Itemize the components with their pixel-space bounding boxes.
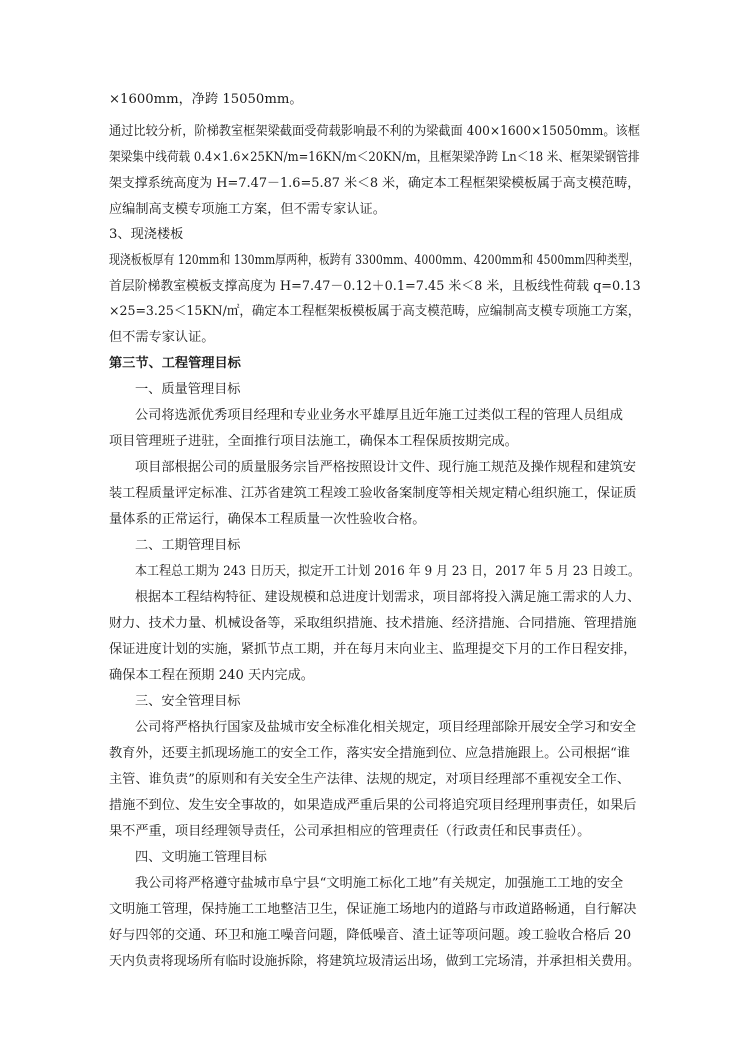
text-line: 公司将严格执行国家及盐城市安全标准化相关规定，项目经理部除开展安全学习和安全 — [135, 720, 637, 735]
text-line: 现浇板板厚有 120mm和 130mm厚两种，板跨有 3300mm、4000mm、4200mm和 4500mm四种类型， — [109, 253, 640, 268]
text-line: 天内负责将现场所有临时设施拆除，将建筑垃圾清运出场，做到工完场清，并承担相关费用。 — [109, 954, 640, 969]
text-line: 果不严重，项目经理领导责任，公司承担相应的管理责任（行政责任和民事责任）。 — [109, 824, 591, 839]
text-line: 通过比较分析，阶梯教室框架梁截面受荷载影响最不利的为梁截面 400×1600×15050mm。该框 — [109, 124, 640, 139]
text-line: 确保本工程在预期 240 天内完成。 — [109, 668, 314, 683]
subheading: 三、安全管理目标 — [135, 694, 241, 709]
text-line: 本工程总工期为 243 日历天，拟定开工计划 2016 年 9 月 23 日，2017 年 5 月 23 日竣工。 — [135, 564, 641, 579]
text-line: 但不需专家认证。 — [109, 330, 215, 345]
text-line: 应编制高支模专项施工方案，但不需专家认证。 — [109, 202, 386, 217]
text-line: 措施不到位、发生安全事故的，如果造成严重后果的公司将追究项目经理刑事责任，如果后 — [109, 798, 637, 813]
text-line: 量体系的正常运行，确保本工程质量一次性验收合格。 — [109, 512, 426, 527]
text-line: 架梁集中线荷载 0.4×1.6×25KN/m=16KN/m＜20KN/m，且框架梁净跨 Ln＜18 米、框架梁钢管排 — [109, 150, 640, 165]
text-line: ×25=3.25＜15KN/㎡，确定本工程框架板模板属于高支模范畴，应编制高支模专项施工方案， — [109, 304, 641, 319]
text-line: ×1600mm，净跨 15050mm。 — [109, 92, 303, 107]
subheading: 一、质量管理目标 — [135, 382, 241, 397]
subheading: 四、文明施工管理目标 — [135, 850, 267, 865]
text-line: 教育外，还要主抓现场施工的安全工作，落实安全措施到位、应急措施跟上。公司根据“谁 — [109, 746, 631, 761]
text-line: 公司将选派优秀项目经理和专业业务水平雄厚且近年施工过类似工程的管理人员组成 — [135, 408, 623, 423]
text-line: 文明施工管理，保持施工工地整洁卫生，保证施工场地内的道路与市政道路畅通，自行解决 — [109, 902, 637, 917]
text-line: 项目部根据公司的质量服务宗旨严格按照设计文件、现行施工规范及操作规程和建筑安 — [135, 460, 637, 475]
text-line: 保证进度计划的实施，紧抓节点工期，并在每月末向业主、监理提交下月的工作日程安排， — [109, 642, 637, 657]
text-line: 架支撑系统高度为 H=7.47－1.6=5.87 米＜8 米，确定本工程框架梁模板属于高支模范畴， — [109, 176, 641, 191]
text-line: 财力、技术力量、机械设备等，采取组织措施、技术措施、经济措施、合同措施、管理措施 — [109, 616, 637, 631]
text-line: 好与四邻的交通、环卫和施工噪音问题，降低噪音、渣土证等项问题。竣工验收合格后 20 — [109, 928, 632, 943]
text-line: 主管、谁负责”的原则和有关安全生产法律、法规的规定，对项目经理部不重视安全工作、 — [109, 772, 631, 787]
subheading: 二、工期管理目标 — [135, 538, 241, 553]
subheading: 3、现浇楼板 — [109, 227, 184, 242]
section-heading: 第三节、工程管理目标 — [109, 356, 241, 371]
text-line: 项目管理班子进驻，全面推行项目法施工，确保本工程保质按期完成。 — [109, 434, 518, 449]
text-line: 装工程质量评定标准、江苏省建筑工程竣工验收备案制度等相关规定精心组织施工，保证质 — [109, 486, 637, 501]
text-line: 我公司将严格遵守盐城市阜宁县“文明施工标化工地”有关规定，加强施工工地的安全 — [135, 876, 624, 891]
text-line: 根据本工程结构特征、建设规模和总进度计划需求，项目部将投入满足施工需求的人力、 — [135, 590, 641, 605]
text-line: 首层阶梯教室模板支撑高度为 H=7.47－0.12＋0.1=7.45 米＜8 米，且板线性荷载 q=0.13 — [109, 279, 641, 294]
